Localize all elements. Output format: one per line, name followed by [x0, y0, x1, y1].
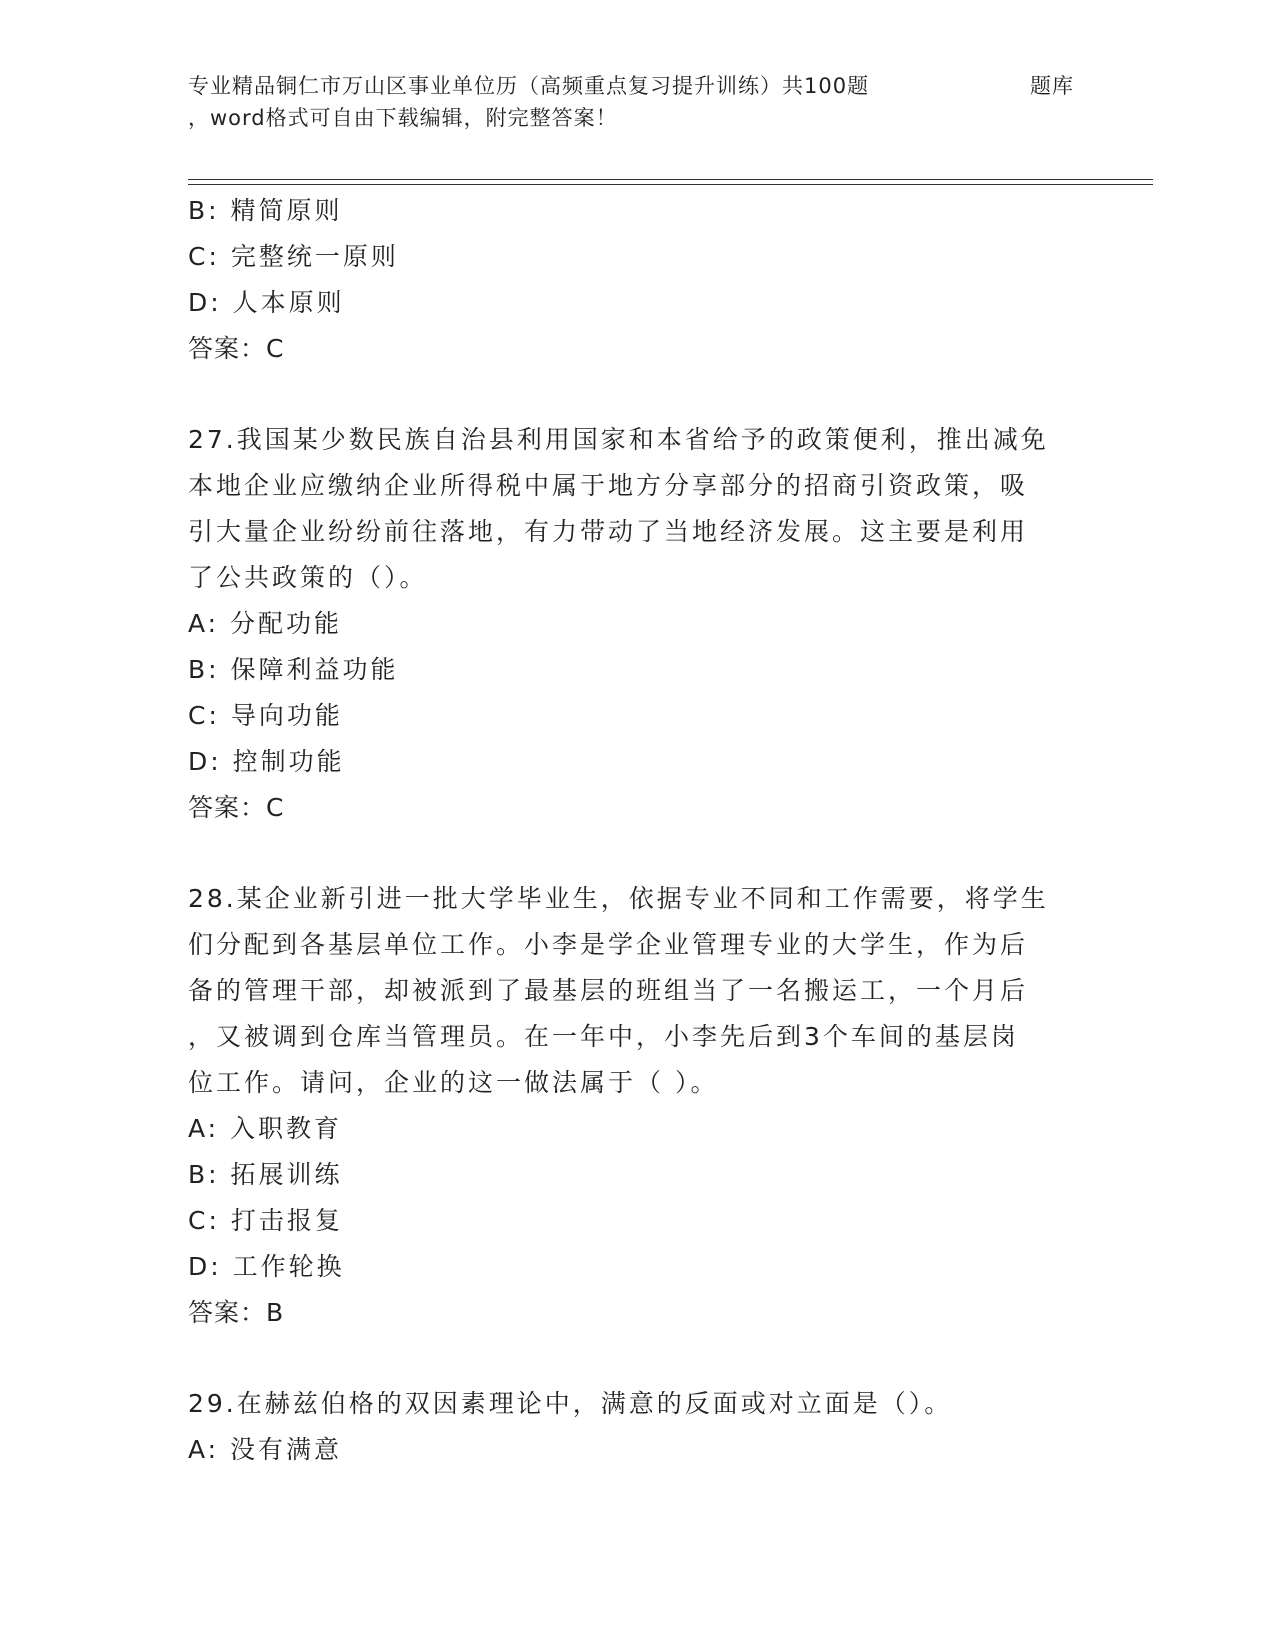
- question-28-block: [188, 876, 1088, 1336]
- option-d: D: 工作轮换: [188, 1252, 345, 1281]
- header-divider-bottom: [188, 184, 1153, 185]
- option-c: C: 完整统一原则: [188, 242, 399, 271]
- option-b: B: 保障利益功能: [188, 655, 399, 684]
- header-title-line-1: [188, 70, 1148, 102]
- question-text-line: ，又被调到仓库当管理员。在一年中，小李先后到3个车间的基层岗: [188, 1022, 1019, 1051]
- question-text-line: 们分配到各基层单位工作。小李是学企业管理专业的大学生，作为后: [188, 930, 1029, 959]
- question-text-line: 备的管理干部，却被派到了最基层的班组当了一名搬运工，一个月后: [188, 976, 1029, 1005]
- question-content: [188, 188, 1088, 1473]
- question-text-line: 了公共政策的（）。: [188, 563, 428, 592]
- option-d: D: 人本原则: [188, 288, 345, 317]
- header-tag: 题库: [1030, 74, 1074, 98]
- question-text-line: 29.在赫兹伯格的双因素理论中，满意的反面或对立面是（）。: [188, 1389, 953, 1418]
- answer-line: 答案：B: [188, 1298, 285, 1327]
- spacer: [188, 1336, 1088, 1381]
- spacer: [188, 372, 1088, 417]
- page-header: [188, 70, 1148, 134]
- question-29-block: [188, 1381, 1088, 1473]
- answer-line: 答案：C: [188, 334, 285, 363]
- question-text-line: 28.某企业新引进一批大学毕业生，依据专业不同和工作需要，将学生: [188, 884, 1049, 913]
- question-text-line: 本地企业应缴纳企业所得税中属于地方分享部分的招商引资政策，吸: [188, 471, 1029, 500]
- option-a: A: 没有满意: [188, 1435, 343, 1464]
- option-a: A: 入职教育: [188, 1114, 343, 1143]
- option-c: C: 导向功能: [188, 701, 343, 730]
- header-title: 专业精品铜仁市万山区事业单位历（高频重点复习提升训练）共100题: [188, 74, 870, 98]
- question-26-block: [188, 188, 1088, 372]
- question-text-line: 27.我国某少数民族自治县利用国家和本省给予的政策便利，推出减免: [188, 425, 1049, 454]
- answer-line: 答案：C: [188, 793, 285, 822]
- option-a: A: 分配功能: [188, 609, 343, 638]
- question-27-block: [188, 417, 1088, 831]
- option-d: D: 控制功能: [188, 747, 345, 776]
- option-b: B: 精简原则: [188, 196, 343, 225]
- question-text-line: 引大量企业纷纷前往落地，有力带动了当地经济发展。这主要是利用: [188, 517, 1029, 546]
- question-text-line: 位工作。请问，企业的这一做法属于（ ）。: [188, 1068, 719, 1097]
- spacer: [188, 831, 1088, 876]
- header-divider-top: [188, 179, 1153, 180]
- option-b: B: 拓展训练: [188, 1160, 343, 1189]
- header-title-line-2: ，word格式可自由下载编辑，附完整答案！: [188, 106, 618, 130]
- option-c: C: 打击报复: [188, 1206, 343, 1235]
